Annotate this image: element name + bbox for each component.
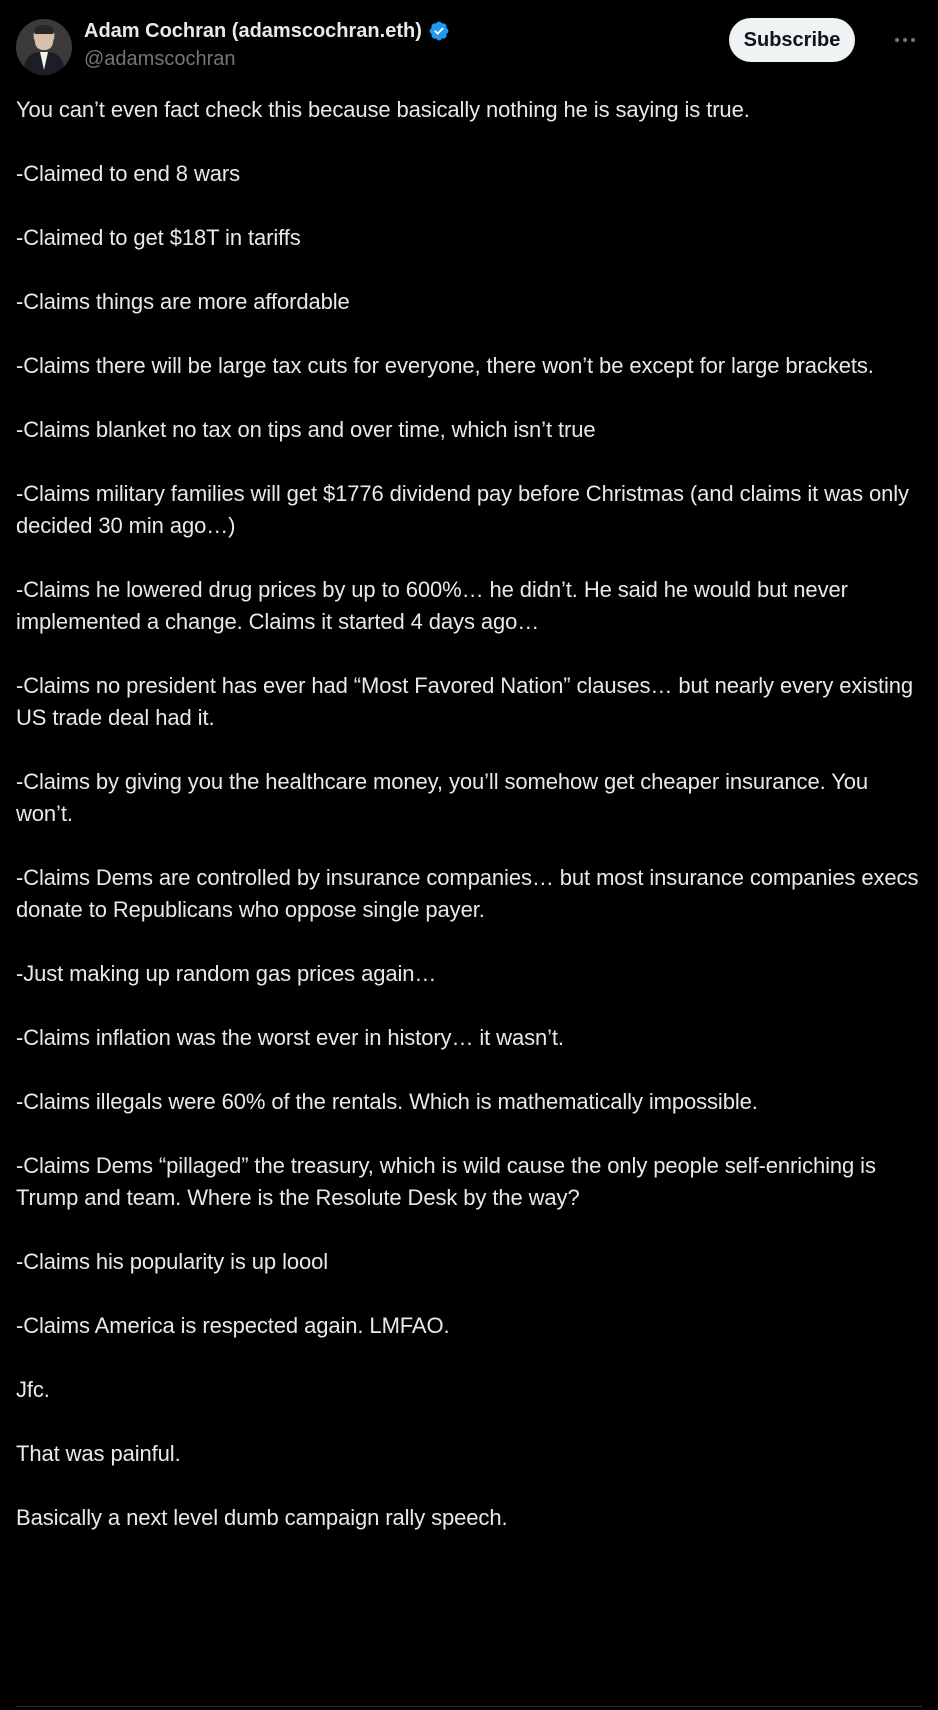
post-paragraph: -Claims Dems are controlled by insurance companies… but most insurance companies execs donate to Republicans who oppose single payer.	[16, 865, 925, 922]
more-horizontal-icon[interactable]	[892, 28, 918, 52]
post-paragraph: -Claims military families will get $1776 dividend pay before Christmas (and claims it was only decided 30 min ago…)	[16, 481, 915, 538]
post-paragraph: Basically a next level dumb campaign rally speech.	[16, 1505, 508, 1530]
subscribe-button[interactable]: Subscribe	[729, 18, 855, 62]
post-paragraph: -Claims his popularity is up loool	[16, 1249, 329, 1274]
post-paragraph: -Claims inflation was the worst ever in history… it wasn’t.	[16, 1025, 564, 1050]
post-paragraph: -Claimed to end 8 wars	[16, 161, 241, 186]
post-text	[16, 94, 925, 1566]
post-paragraph: -Claims America is respected again. LMFAO.	[16, 1313, 450, 1338]
post-header	[16, 16, 922, 76]
post-paragraph: -Claims he lowered drug prices by up to 600%… he didn’t. He said he would but never implemented a change. Claims it started 4 days ago…	[16, 577, 854, 634]
post-paragraph: -Claims illegals were 60% of the rentals. Which is mathematically impossible.	[16, 1089, 758, 1114]
post-paragraph: -Claims there will be large tax cuts for everyone, there won’t be except for large brackets.	[16, 353, 874, 378]
post-paragraph: -Claims Dems “pillaged” the treasury, which is wild cause the only people self-enriching is Trump and team. Where is the Resolute Desk by the way?	[16, 1153, 882, 1210]
post-paragraph: Jfc.	[16, 1377, 50, 1402]
post-paragraph: -Claims things are more affordable	[16, 289, 350, 314]
author-handle[interactable]: @adamscochran	[84, 48, 236, 70]
author-name-row	[84, 18, 450, 44]
post-paragraph: You can’t even fact check this because basically nothing he is saying is true.	[16, 97, 750, 122]
post-paragraph: That was painful.	[16, 1441, 181, 1466]
post-paragraph: -Claimed to get $18T in tariffs	[16, 225, 301, 250]
author-display-name[interactable]: Adam Cochran (adamscochran.eth)	[84, 20, 422, 42]
post-paragraph: -Just making up random gas prices again…	[16, 961, 437, 986]
avatar[interactable]	[16, 19, 72, 75]
post-paragraph: -Claims blanket no tax on tips and over time, which isn’t true	[16, 417, 596, 442]
post-paragraph: -Claims by giving you the healthcare money, you’ll somehow get cheaper insurance. You won’t.	[16, 769, 875, 826]
verified-badge-icon	[428, 20, 450, 42]
post-paragraph: -Claims no president has ever had “Most Favored Nation” clauses… but nearly every existing US trade deal had it.	[16, 673, 920, 730]
post-divider	[16, 1706, 922, 1707]
